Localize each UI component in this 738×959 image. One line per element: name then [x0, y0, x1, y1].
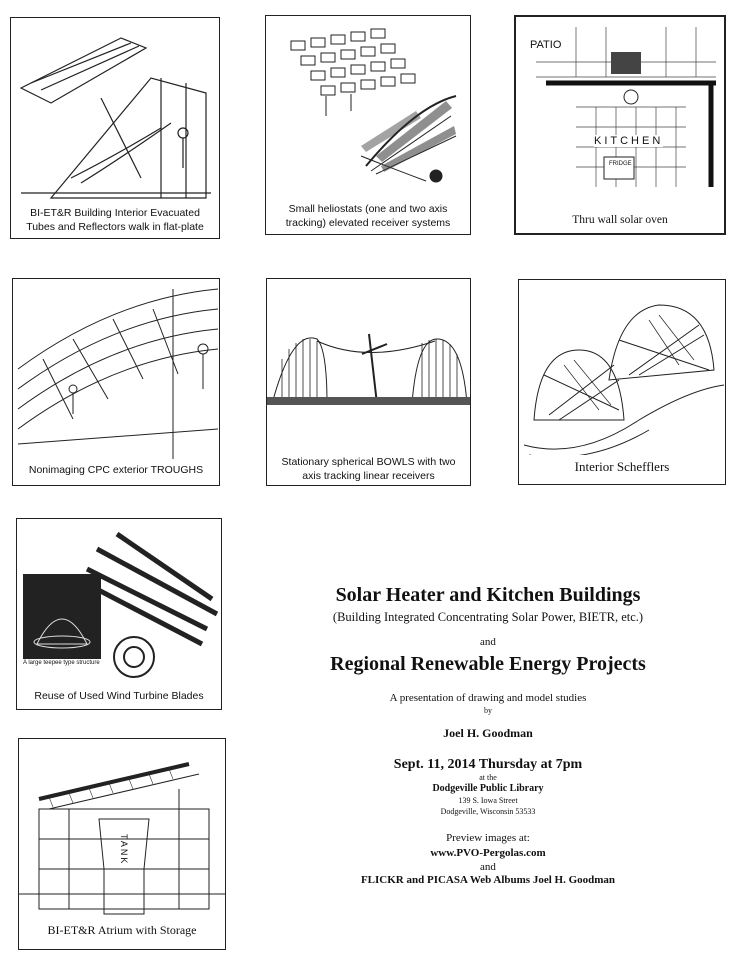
panel-caption: BI-ET&R Building Interior Evacuated Tubes and Reflectors walk in flat-plate: [26, 207, 204, 233]
atrium-sketch: [19, 739, 226, 919]
panel-cpc-troughs: [12, 278, 220, 486]
preview-text: Preview images at:: [446, 832, 530, 844]
website-link[interactable]: www.PVO-Pergolas.com: [430, 847, 546, 859]
spherical-bowls-sketch: [267, 279, 471, 439]
panel-caption: Thru wall solar oven: [572, 214, 668, 226]
panel-interior-schefflers: [518, 279, 726, 485]
panel-wind-turbine-blades: [16, 518, 222, 710]
venue-city: Dodgeville, Wisconsin 53533: [440, 807, 536, 816]
panel-caption: Small heliostats (one and two axis tracking) elevated receiver systems: [285, 203, 451, 229]
by-text: by: [484, 706, 492, 715]
patio-label: PATIO: [530, 39, 562, 51]
panel-caption: Reuse of Used Wind Turbine Blades: [34, 690, 204, 702]
panel-caption: BI-ET&R Atrium with Storage: [47, 923, 197, 937]
schefflers-sketch: [519, 280, 726, 455]
presenter-name: Joel H. Goodman: [443, 726, 533, 740]
and-text-2: and: [480, 861, 496, 873]
panel-evacuated-tubes: [10, 17, 220, 239]
event-date: Sept. 11, 2014 Thursday at 7pm: [393, 757, 583, 772]
kitchen-label: KITCHEN: [594, 135, 664, 147]
wind-blades-sketch: [17, 519, 222, 679]
panel-caption: Interior Schefflers: [574, 459, 670, 474]
title-solar-heater: Solar Heater and Kitchen Buildings: [335, 584, 641, 606]
presentation-line: A presentation of drawing and model studies: [389, 692, 587, 704]
venue-name: Dodgeville Public Library: [432, 783, 544, 794]
panel-caption: Nonimaging CPC exterior TROUGHS: [28, 464, 204, 476]
subtitle-bietr: (Building Integrated Concentrating Solar Power, BIETR, etc.): [332, 610, 644, 624]
panel-spherical-bowls: [266, 278, 471, 486]
title-regional-energy: Regional Renewable Energy Projects: [330, 653, 646, 675]
tank-label: TANK: [119, 834, 129, 866]
panel-solar-oven: [514, 15, 726, 235]
evacuated-tubes-sketch: [11, 18, 220, 208]
inset-label: A large teepee type structure: [23, 660, 100, 666]
venue-street: 139 S. Iowa Street: [458, 796, 518, 805]
panel-atrium-storage: [18, 738, 226, 950]
heliostats-sketch: [266, 16, 471, 206]
panel-caption: Stationary spherical BOWLS with two axis tracking linear receivers: [281, 456, 456, 482]
cpc-troughs-sketch: [13, 279, 220, 461]
at-the-text: at the: [479, 773, 497, 782]
panel-heliostats: [265, 15, 471, 235]
and-text: and: [480, 636, 496, 648]
albums-text: FLICKR and PICASA Web Albums Joel H. Goodman: [360, 874, 616, 886]
fridge-label: FRIDGE: [609, 161, 632, 167]
